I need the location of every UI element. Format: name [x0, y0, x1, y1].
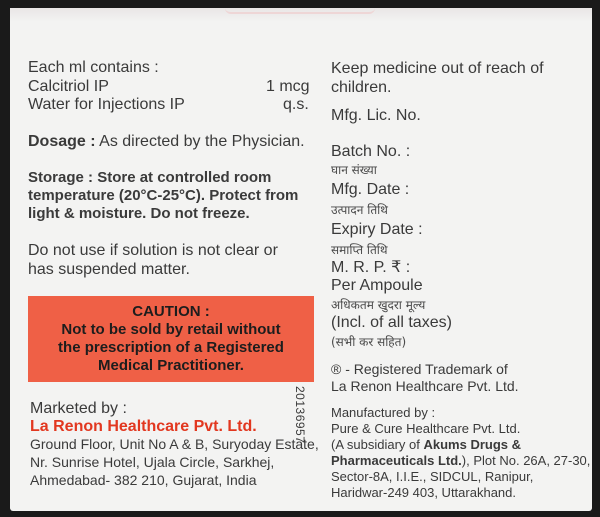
keep-out-line-1: Keep medicine out of reach of: [331, 60, 544, 77]
brand-mark-remnant: [225, 8, 375, 14]
incl-taxes-label-hindi: (सभी कर सहित): [331, 335, 407, 349]
storage-line-3: light & moisture. Do not freeze.: [28, 205, 250, 222]
manufacturer-address-2: Haridwar-249 403, Uttarakhand.: [331, 485, 516, 500]
top-strip: [10, 8, 592, 22]
mrp-label-hindi: अधिकतम खुदरा मूल्य: [331, 298, 426, 312]
manufacturer-subsidiary-line-1: [331, 437, 521, 453]
composition-row-1-qty: 1 mcg: [266, 78, 310, 95]
dosage-label: Dosage :: [28, 133, 96, 150]
per-ampoule-label: Per Ampoule: [331, 277, 423, 294]
manufacturer-subsidiary-line-2: [331, 453, 590, 469]
marketer-name: La Renon Healthcare Pvt. Ltd.: [30, 418, 257, 435]
subsidiary-prefix: (A subsidiary of: [331, 437, 424, 452]
manufacturer-name: Pure & Cure Healthcare Pvt. Ltd.: [331, 421, 521, 436]
storage-label: Storage :: [28, 169, 94, 186]
dosage-line: [28, 132, 305, 151]
mfg-lic-label: Mfg. Lic. No.: [331, 107, 421, 124]
batch-label-hindi: घान संख्या: [331, 163, 377, 177]
keep-out-line-2: children.: [331, 79, 392, 96]
subsidiary-bold-2: Pharmaceuticals Ltd.: [331, 453, 462, 468]
storage-line-1: [28, 169, 271, 187]
expiry-label: Expiry Date :: [331, 221, 423, 238]
mrp-label: M. R. P. ₹ :: [331, 259, 411, 276]
composition-heading: Each ml contains :: [28, 59, 159, 76]
trademark-line-1: ® - Registered Trademark of: [331, 361, 508, 377]
storage-text-1: Store at controlled room: [97, 169, 272, 186]
incl-taxes-label: (Incl. of all taxes): [331, 314, 452, 331]
expiry-label-hindi: समाप्ति तिथि: [331, 243, 388, 257]
caution-title: CAUTION :: [132, 303, 210, 320]
subsidiary-suffix: ), Plot No. 26A, 27-30,: [461, 453, 591, 468]
warning-line-2: has suspended matter.: [28, 261, 190, 278]
composition-row-2-qty: q.s.: [283, 96, 309, 113]
mfg-date-label: Mfg. Date :: [331, 181, 410, 198]
composition-row-2-name: Water for Injections IP: [28, 96, 185, 113]
subsidiary-bold-1: Akums Drugs &: [423, 437, 522, 452]
trademark-line-2: La Renon Healthcare Pvt. Ltd.: [331, 378, 519, 394]
warning-line-1: Do not use if solution is not clear or: [28, 242, 278, 259]
manufacturer-label: Manufactured by :: [331, 405, 436, 420]
caution-line-1: Not to be sold by retail without: [61, 321, 281, 338]
storage-line-2: temperature (20°C-25°C). Protect from: [28, 187, 299, 204]
marketer-address-3: Ahmedabad- 382 210, Gujarat, India: [30, 472, 257, 488]
marketer-address-2: Nr. Sunrise Hotel, Ujala Circle, Sarkhej,: [30, 454, 275, 470]
marketer-label: Marketed by :: [30, 400, 127, 417]
marketer-address-1: Ground Floor, Unit No A & B, Suryoday Estate,: [30, 436, 319, 452]
caution-line-2: the prescription of a Registered: [58, 339, 284, 356]
composition-row-1-name: Calcitriol IP: [28, 78, 109, 95]
caution-box: [28, 296, 314, 382]
vertical-print-code: 20136957: [293, 386, 307, 444]
mfg-date-label-hindi: उत्पादन तिथि: [331, 203, 388, 217]
batch-label: Batch No. :: [331, 143, 411, 160]
dosage-text: As directed by the Physician.: [95, 133, 305, 150]
carton-back-panel: [10, 8, 592, 511]
manufacturer-address-1: Sector-8A, I.I.E., SIDCUL, Ranipur,: [331, 469, 534, 484]
caution-line-3: Medical Practitioner.: [98, 357, 244, 374]
